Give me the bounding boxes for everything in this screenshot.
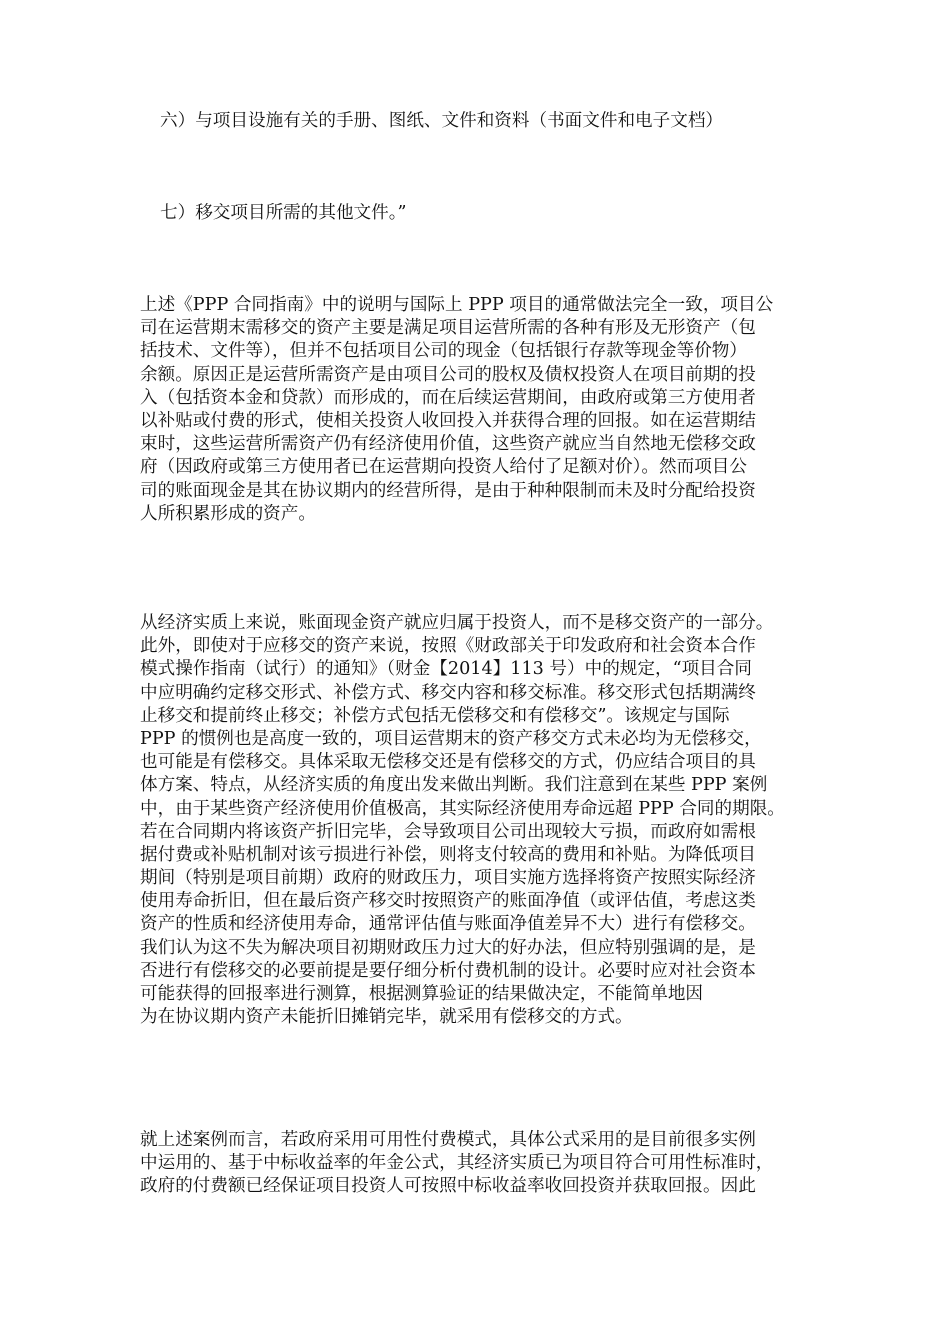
paragraph-line: 司在运营期末需移交的资产主要是满足项目运营所需的各种有形及无形资产（包 — [140, 318, 756, 339]
paragraph-line: 否进行有偿移交的必要前提是要仔细分析付费机制的设计。必要时应对社会资本 — [140, 960, 756, 981]
paragraph-line: 中，由于某些资产经济使用价值极高，其实际经济使用寿命远超 PPP 合同的期限。 — [140, 798, 785, 819]
paragraph-line: 上述《PPP 合同指南》中的说明与国际上 PPP 项目的通常做法完全一致，项目公 — [140, 295, 774, 315]
paragraph-line: 入（包括资本金和贷款）而形成的，而在后续运营期间，由政府或第三方使用者 — [140, 387, 756, 408]
paragraph-line: 束时，这些运营所需资产仍有经济使用价值，这些资产就应当自然地无偿移交政 — [140, 434, 756, 455]
paragraph-line: PPP 的惯例也是高度一致的，项目运营期末的资产移交方式未必均为无偿移交， — [140, 728, 762, 749]
paragraph-line: 资产的性质和经济使用寿命，通常评估值与账面净值差异不大）进行有偿移交。 — [140, 914, 756, 935]
paragraph-line: 模式操作指南（试行）的通知》（财金【2014】113 号）中的规定，“项目合同 — [140, 659, 752, 680]
paragraph-line: 就上述案例而言，若政府采用可用性付费模式，具体公式采用的是目前很多实例 — [140, 1130, 756, 1150]
paragraph-line: 此外，即使对于应移交的资产来说，按照《财政部关于印发政府和社会资本合作 — [140, 636, 756, 657]
paragraph-line: 止移交和提前终止移交；补偿方式包括无偿移交和有偿移交”。该规定与国际 — [140, 705, 730, 726]
paragraph-line: 中运用的、基于中标收益率的年金公式，其经济实质已为项目符合可用性标准时， — [140, 1153, 774, 1174]
paragraph-line: 司的账面现金是其在协议期内的经营所得，是由于种种限制而未及时分配给投资 — [140, 480, 756, 501]
paragraph-line: 期间（特别是项目前期）政府的财政压力，项目实施方选择将资产按照实际经济 — [140, 868, 756, 889]
paragraph-3 — [140, 1129, 825, 1199]
paragraph-line: 据付费或补贴机制对该亏损进行补偿，则将支付较高的费用和补贴。为降低项目 — [140, 844, 756, 865]
paragraph-line: 也可能是有偿移交。具体采取无偿移交还是有偿移交的方式，仍应结合项目的具 — [140, 752, 756, 773]
paragraph-line: 为在协议期内资产未能折旧摊销完毕，就采用有偿移交的方式。 — [140, 1007, 633, 1028]
paragraph-line: 中应明确约定移交形式、补偿方式、移交内容和移交标准。移交形式包括期满终 — [140, 682, 756, 703]
paragraph-line: 人所积累形成的资产。 — [140, 503, 316, 524]
paragraph-line: 以补贴或付费的形式，使相关投资人收回投入并获得合理的回报。如在运营期结 — [140, 410, 756, 431]
paragraph-line: 体方案、特点，从经济实质的角度出发来做出判断。我们注意到在某些 PPP 案例 — [140, 775, 768, 796]
paragraph-line: 我们认为这不失为解决项目初期财政压力过大的好办法，但应特别强调的是，是 — [140, 937, 756, 958]
paragraph-line: 可能获得的回报率进行测算，根据测算验证的结果做决定，不能简单地因 — [140, 984, 704, 1004]
paragraph-line: 使用寿命折旧，但在最后资产移交时按照资产的账面净值（或评估值，考虑这类 — [140, 891, 756, 912]
paragraph-line: 括技术、文件等），但并不包括项目公司的现金（包括银行存款等现金等价物） — [140, 341, 747, 362]
list-item-6: 六）与项目设施有关的手册、图纸、文件和资料（书面文件和电子文档） — [160, 111, 724, 131]
list-item-7: 七）移交项目所需的其他文件。” — [160, 203, 407, 223]
paragraph-line: 从经济实质上来说，账面现金资产就应归属于投资人，而不是移交资产的一部分。 — [140, 613, 774, 633]
paragraph-1 — [140, 294, 825, 526]
paragraph-line: 政府的付费额已经保证项目投资人可按照中标收益率收回投资并获取回报。因此 — [140, 1176, 756, 1197]
paragraph-line: 若在合同期内将该资产折旧完毕，会导致项目公司出现较大亏损，而政府如需根 — [140, 821, 756, 842]
paragraph-line: 余额。原因正是运营所需资产是由项目公司的股权及债权投资人在项目前期的投 — [140, 364, 756, 385]
paragraph-2 — [140, 612, 825, 1029]
paragraph-line: 府（因政府或第三方使用者已在运营期向投资人给付了足额对价）。然而项目公 — [140, 457, 747, 478]
